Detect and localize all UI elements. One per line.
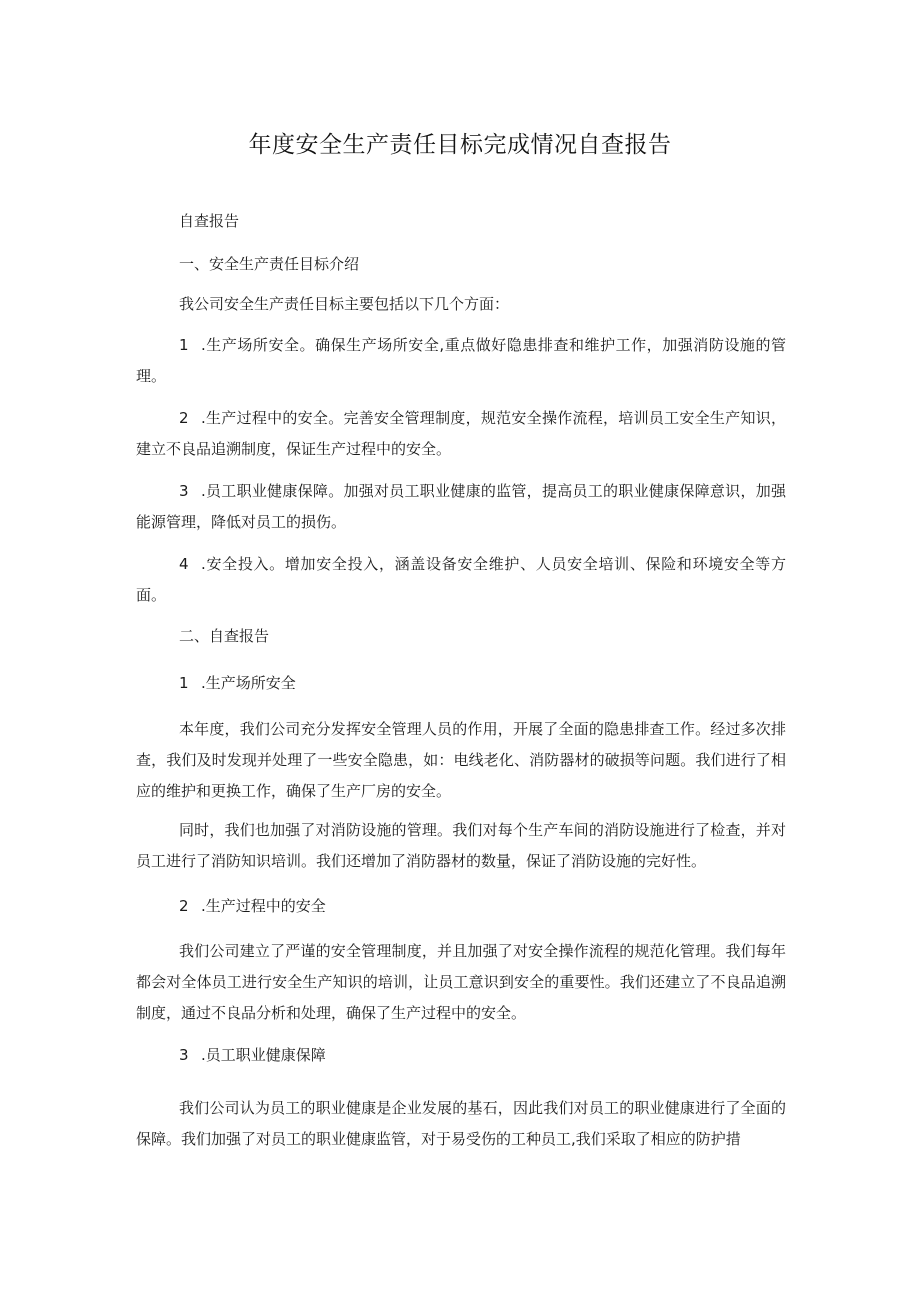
- subsection-heading-2: [136, 891, 786, 922]
- subsection-text: .生产过程中的安全: [201, 897, 326, 915]
- subsection-heading-3: [136, 1040, 786, 1071]
- subsection-text: .生产场所安全: [201, 674, 296, 692]
- list-item-text: .生产过程中的安全。完善安全管理制度，规范安全操作流程，培训员工安全生产知识，建立不良品追溯制度，保证生产过程中的安全。: [136, 409, 786, 458]
- list-number: 3: [179, 1046, 189, 1064]
- list-number: 3: [179, 482, 189, 500]
- list-item-4: [136, 549, 786, 611]
- paragraph-body-1: 本年度，我们公司充分发挥安全管理人员的作用，开展了全面的隐患排查工作。经过多次排查，我们及时发现并处理了一些安全隐患，如：电线老化、消防器材的破损等问题。我们进行了相应的维护和更换工作，确保了生产厂房的安全。: [136, 720, 786, 800]
- list-item-1: [136, 330, 786, 392]
- list-item-2: [136, 403, 786, 465]
- list-number: 4: [179, 555, 189, 573]
- list-item-text: .员工职业健康保障。加强对员工职业健康的监管，提高员工的职业健康保障意识，加强能源管理，降低对员工的损伤。: [136, 482, 786, 531]
- list-number: 2: [179, 409, 189, 427]
- list-item-3: [136, 476, 786, 538]
- paragraph-intro: 我公司安全生产责任目标主要包括以下几个方面：: [179, 295, 510, 313]
- list-number: 1: [179, 336, 189, 354]
- paragraph-report-label: 自查报告: [179, 212, 240, 230]
- list-number: 2: [179, 897, 189, 915]
- list-item-text: .安全投入。增加安全投入，涵盖设备安全维护、人员安全培训、保险和环境安全等方面。: [136, 555, 786, 604]
- subsection-text: .员工职业健康保障: [201, 1046, 326, 1064]
- list-item-text: .生产场所安全。确保生产场所安全,重点做好隐患排查和维护工作，加强消防设施的管理。: [136, 336, 786, 385]
- paragraph-body-3: 我们公司建立了严谨的安全管理制度，并且加强了对安全操作流程的规范化管理。我们每年都会对全体员工进行安全生产知识的培训，让员工意识到安全的重要性。我们还建立了不良品追溯制度，通过不良品分析和处理，确保了生产过程中的安全。: [136, 942, 786, 1022]
- paragraph-body-4: 我们公司认为员工的职业健康是企业发展的基石，因此我们对员工的职业健康进行了全面的保障。我们加强了对员工的职业健康监管，对于易受伤的工种员工,我们采取了相应的防护措: [136, 1099, 786, 1148]
- section-heading-2: 二、自查报告: [179, 627, 270, 645]
- list-number: 1: [179, 674, 189, 692]
- section-heading-1: 一、安全生产责任目标介绍: [179, 255, 360, 273]
- subsection-heading-1: [136, 668, 786, 699]
- document-title: 年度安全生产责任目标完成情况自查报告: [248, 132, 672, 158]
- paragraph-body-2: 同时，我们也加强了对消防设施的管理。我们对每个生产车间的消防设施进行了检查，并对员工进行了消防知识培训。我们还增加了消防器材的数量，保证了消防设施的完好性。: [136, 821, 786, 870]
